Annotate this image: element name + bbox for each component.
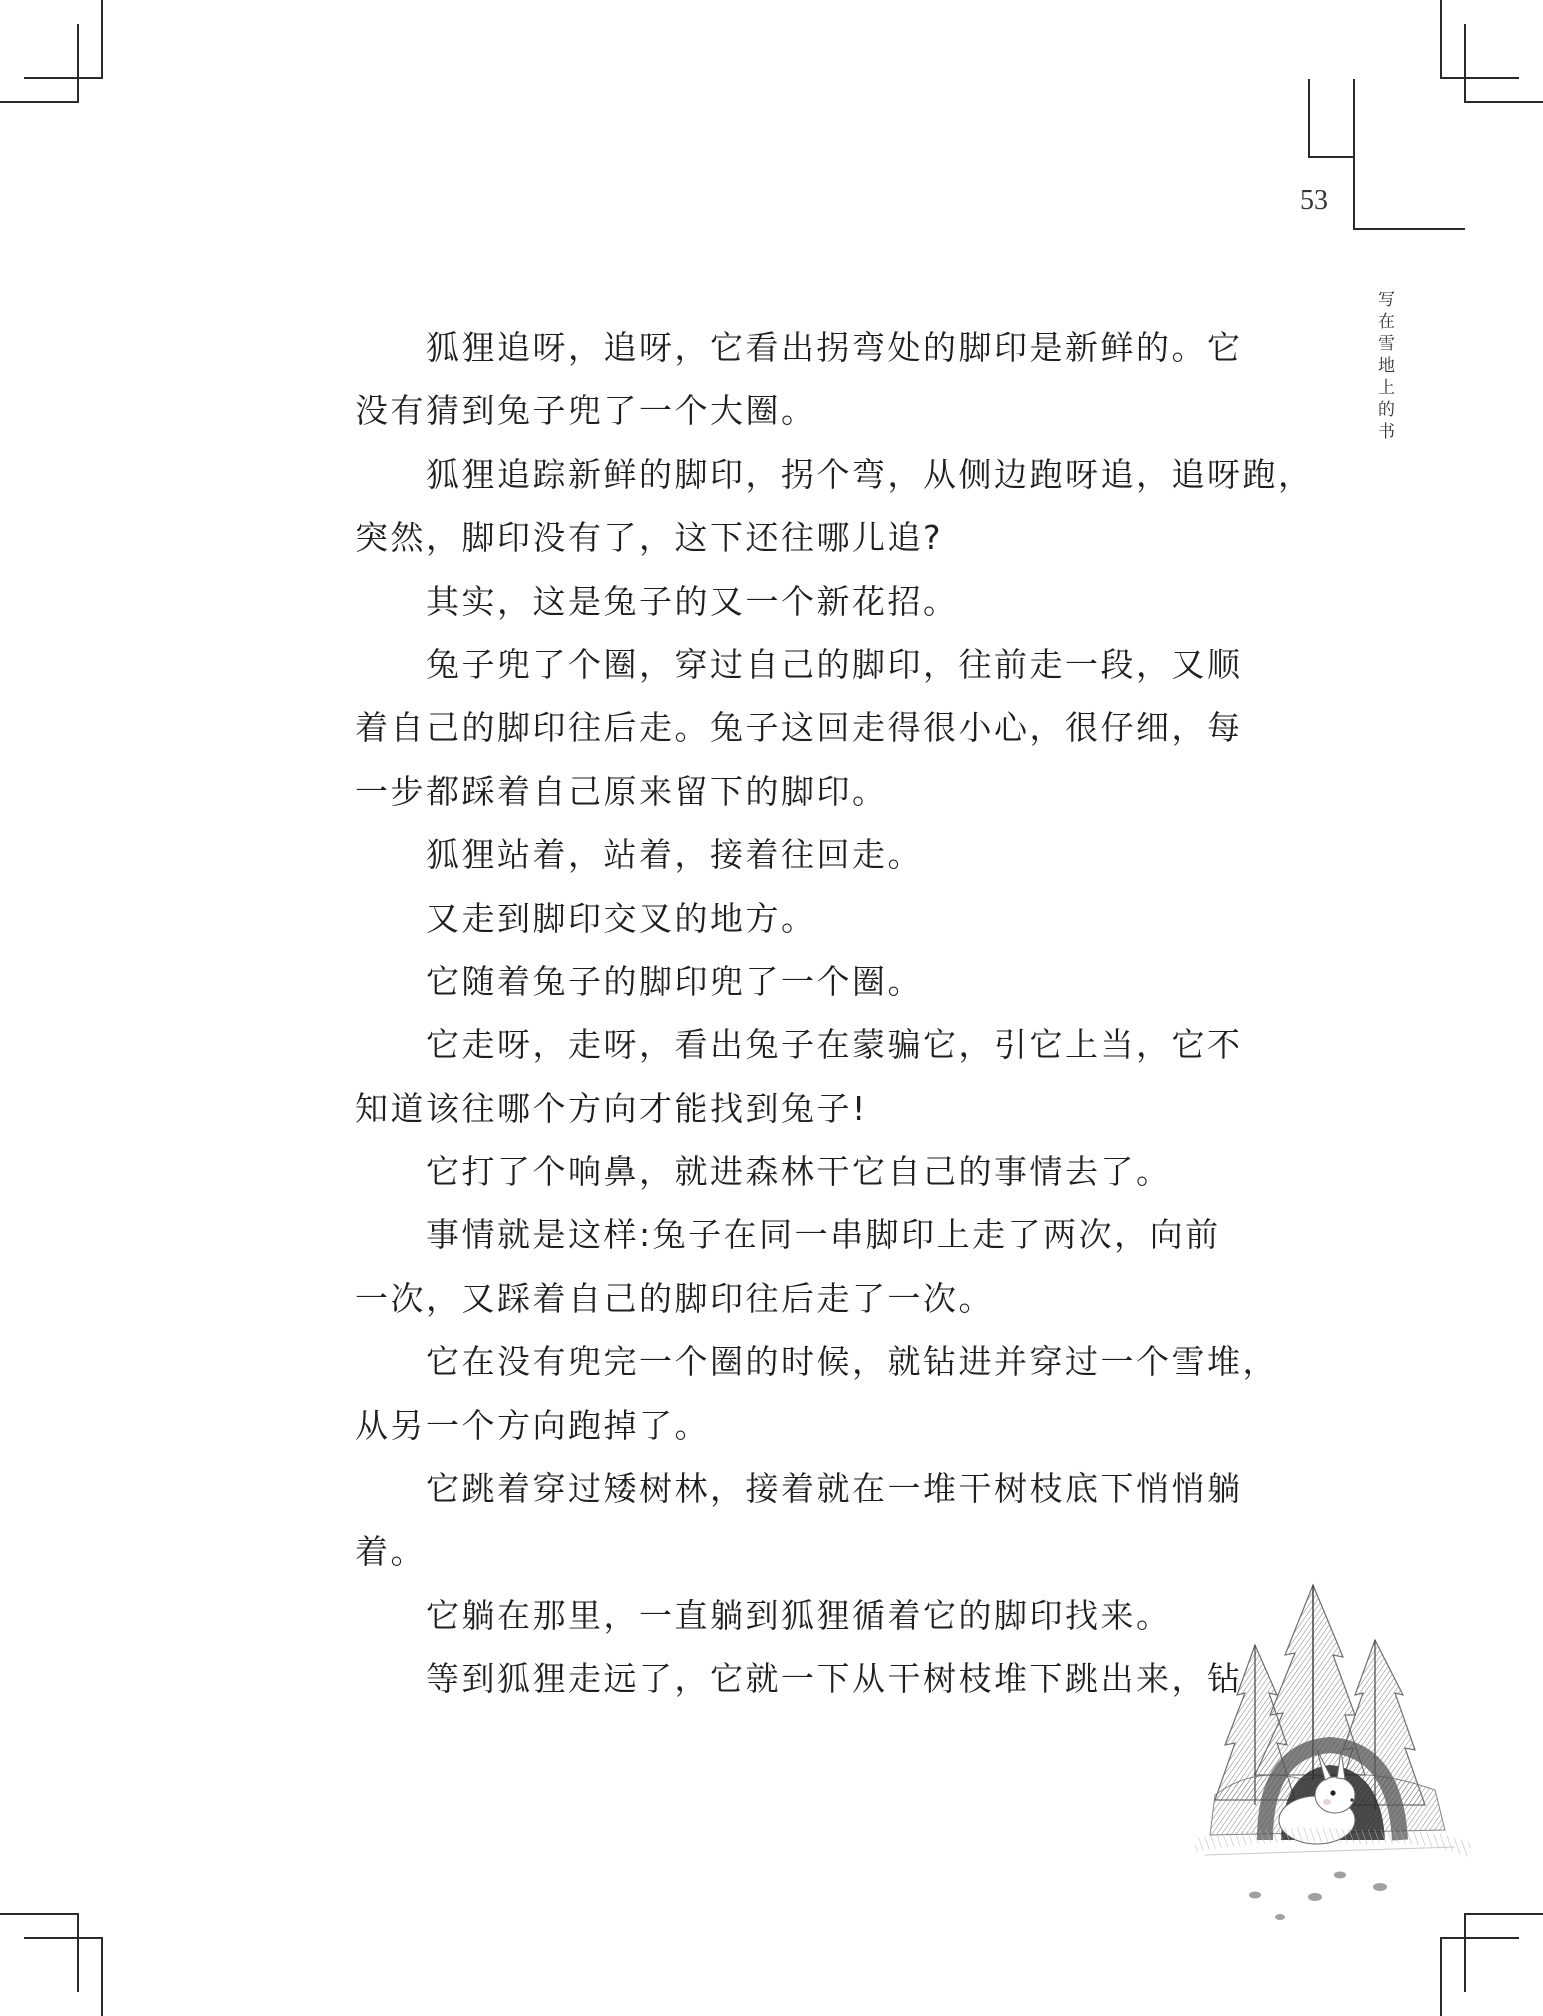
text-line: 事情就是这样:兔子在同一串脚印上走了两次，向前 <box>426 1215 1221 1255</box>
text-line: 它走呀，走呀，看出兔子在蒙骗它，引它上当，它不 <box>426 1025 1243 1065</box>
text-line: 着自己的脚印往后走。兔子这回走得很小心，很仔细，每 <box>355 708 1243 748</box>
text-line: 它在没有兜完一个圈的时候，就钻进并穿过一个雪堆， <box>426 1342 1278 1382</box>
crop-mark-bottom-right <box>1440 1937 1519 1939</box>
text-line: 它打了个响鼻，就进森林干它自己的事情去了。 <box>426 1152 1172 1192</box>
text-line: 突然，脚印没有了，这下还往哪儿追? <box>355 518 944 558</box>
crop-mark-top-right <box>1440 0 1442 79</box>
crop-mark-bottom-right <box>1440 1937 1442 2016</box>
crop-mark-top-left <box>24 77 103 79</box>
crop-mark-top-right <box>1464 24 1466 103</box>
text-line: 从另一个方向跑掉了。 <box>355 1405 710 1445</box>
crop-mark-bottom-left <box>101 1937 103 2016</box>
text-line: 狐狸追踪新鲜的脚印，拐个弯，从侧边跑呀追，追呀跑， <box>426 454 1314 494</box>
text-line: 兔子兜了个圈，穿过自己的脚印，往前走一段，又顺 <box>426 644 1243 684</box>
text-line: 它随着兔子的脚印兜了一个圈。 <box>426 961 923 1001</box>
text-line: 着。 <box>355 1532 426 1572</box>
crop-mark-top-left <box>77 24 79 103</box>
footprints-icon <box>1249 1872 1387 1921</box>
page-number-bracket <box>1308 156 1355 158</box>
text-line: 又走到脚印交叉的地方。 <box>426 898 817 938</box>
crop-mark-top-left <box>101 0 103 79</box>
page-number: 53 <box>1300 185 1328 216</box>
text-line: 等到狐狸走远了，它就一下从干树枝堆下跳出来，钻 <box>426 1659 1243 1699</box>
page-number-bracket <box>1353 79 1355 230</box>
page-number-bracket <box>1308 79 1310 158</box>
text-line: 没有猜到兔子兜了一个大圈。 <box>355 391 817 431</box>
body-text <box>355 328 1314 1723</box>
text-line: 狐狸追呀，追呀，它看出拐弯处的脚印是新鲜的。它 <box>426 328 1243 367</box>
text-line: 它跳着穿过矮树林，接着就在一堆干树枝底下悄悄躺 <box>426 1469 1243 1509</box>
crop-mark-bottom-left <box>24 1937 103 1939</box>
text-line: 其实，这是兔子的又一个新花招。 <box>426 581 959 621</box>
crop-mark-top-left <box>0 101 79 103</box>
rabbit-illustration <box>1195 1565 1475 1925</box>
text-line: 一步都踩着自己原来留下的脚印。 <box>355 771 888 811</box>
crop-mark-bottom-left <box>0 1913 79 1915</box>
crop-mark-top-right <box>1464 101 1543 103</box>
running-title: 写在雪地上的书 <box>1374 290 1394 444</box>
page-number-bracket <box>1353 228 1465 230</box>
text-line: 知道该往哪个方向才能找到兔子! <box>355 1088 868 1128</box>
crop-mark-bottom-right <box>1464 1913 1543 1915</box>
crop-mark-top-right <box>1440 77 1519 79</box>
text-line: 狐狸站着，站着，接着往回走。 <box>426 835 923 875</box>
text-line: 它躺在那里，一直躺到狐狸循着它的脚印找来。 <box>426 1595 1172 1635</box>
text-line: 一次，又踩着自己的脚印往后走了一次。 <box>355 1278 994 1318</box>
crop-mark-bottom-left <box>77 1913 79 1992</box>
